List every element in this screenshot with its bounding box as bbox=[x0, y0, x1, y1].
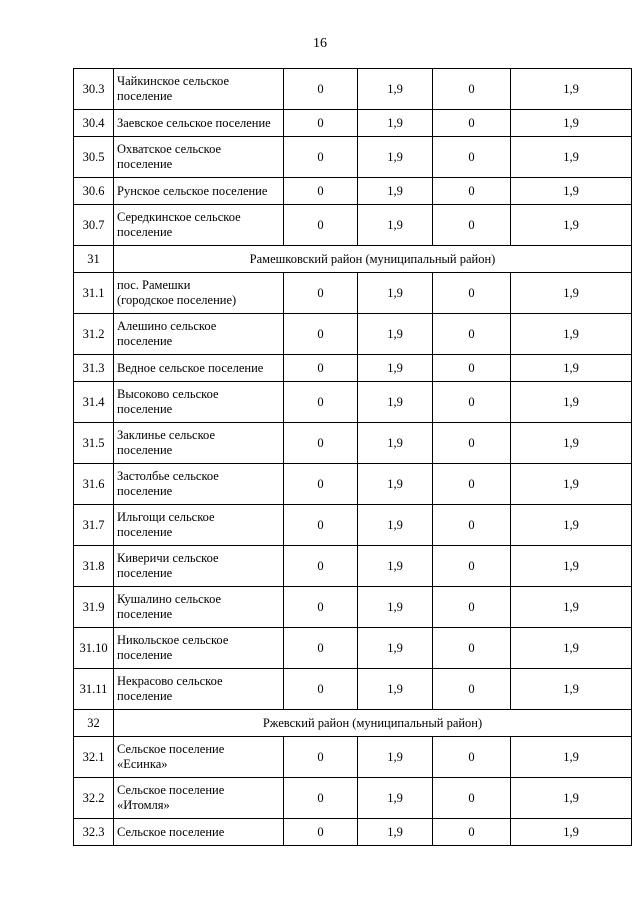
row-number: 31.10 bbox=[74, 628, 114, 669]
row-number: 30.6 bbox=[74, 178, 114, 205]
settlement-name bbox=[114, 355, 284, 382]
row-number: 32.3 bbox=[74, 819, 114, 846]
settlement-name-line: «Есинка» bbox=[117, 757, 168, 771]
value-col-4: 1,9 bbox=[511, 205, 632, 246]
value-col-1: 0 bbox=[284, 505, 358, 546]
value-col-3: 0 bbox=[433, 423, 511, 464]
settlement-name-line: поселение bbox=[117, 566, 173, 580]
table-body bbox=[74, 69, 632, 846]
settlement-name-line: поселение bbox=[117, 648, 173, 662]
value-col-2: 1,9 bbox=[358, 110, 433, 137]
settlement-name-line: Киверичи сельское bbox=[117, 551, 219, 565]
value-col-2: 1,9 bbox=[358, 137, 433, 178]
value-col-1: 0 bbox=[284, 69, 358, 110]
row-number: 31.4 bbox=[74, 382, 114, 423]
settlement-name bbox=[114, 110, 284, 137]
row-number: 31.2 bbox=[74, 314, 114, 355]
settlement-name-line: Кушалино сельское bbox=[117, 592, 222, 606]
settlement-name bbox=[114, 423, 284, 464]
table-row bbox=[74, 819, 632, 846]
value-col-1: 0 bbox=[284, 423, 358, 464]
row-number: 30.4 bbox=[74, 110, 114, 137]
value-col-2: 1,9 bbox=[358, 546, 433, 587]
district-row bbox=[74, 710, 632, 737]
settlement-name-line: Охватское сельское bbox=[117, 142, 222, 156]
table-row bbox=[74, 355, 632, 382]
district-title: Рамешковский район (муниципальный район) bbox=[114, 246, 632, 273]
settlement-name bbox=[114, 628, 284, 669]
row-number: 31.1 bbox=[74, 273, 114, 314]
value-col-1: 0 bbox=[284, 778, 358, 819]
settlement-name-line: поселение bbox=[117, 607, 173, 621]
settlement-name-line: Заевское сельское поселение bbox=[117, 115, 271, 130]
value-col-4: 1,9 bbox=[511, 423, 632, 464]
value-col-4: 1,9 bbox=[511, 137, 632, 178]
value-col-2: 1,9 bbox=[358, 355, 433, 382]
settlement-name-line: Рунское сельское поселение bbox=[117, 183, 268, 198]
value-col-2: 1,9 bbox=[358, 464, 433, 505]
settlement-name-line: Алешино сельское bbox=[117, 319, 217, 333]
value-col-4: 1,9 bbox=[511, 273, 632, 314]
row-number: 31.5 bbox=[74, 423, 114, 464]
value-col-3: 0 bbox=[433, 778, 511, 819]
settlement-name-line: Сельское поселение bbox=[117, 783, 225, 797]
value-col-3: 0 bbox=[433, 587, 511, 628]
value-col-4: 1,9 bbox=[511, 505, 632, 546]
settlement-name-line: поселение bbox=[117, 334, 173, 348]
table-row bbox=[74, 110, 632, 137]
table-row bbox=[74, 205, 632, 246]
settlement-name-line: поселение bbox=[117, 225, 173, 239]
settlement-name bbox=[114, 669, 284, 710]
row-number: 31.9 bbox=[74, 587, 114, 628]
table-row bbox=[74, 464, 632, 505]
value-col-4: 1,9 bbox=[511, 737, 632, 778]
settlement-name-line: «Итомля» bbox=[117, 798, 170, 812]
settlement-name bbox=[114, 273, 284, 314]
row-number: 31.3 bbox=[74, 355, 114, 382]
table-row bbox=[74, 505, 632, 546]
district-row bbox=[74, 246, 632, 273]
value-col-4: 1,9 bbox=[511, 355, 632, 382]
value-col-4: 1,9 bbox=[511, 178, 632, 205]
settlement-name bbox=[114, 737, 284, 778]
value-col-1: 0 bbox=[284, 110, 358, 137]
value-col-3: 0 bbox=[433, 505, 511, 546]
row-number: 31.6 bbox=[74, 464, 114, 505]
value-col-3: 0 bbox=[433, 110, 511, 137]
value-col-4: 1,9 bbox=[511, 110, 632, 137]
row-number: 32.2 bbox=[74, 778, 114, 819]
value-col-3: 0 bbox=[433, 464, 511, 505]
value-col-2: 1,9 bbox=[358, 423, 433, 464]
settlement-name-line: поселение bbox=[117, 443, 173, 457]
value-col-4: 1,9 bbox=[511, 669, 632, 710]
row-number: 30.3 bbox=[74, 69, 114, 110]
settlement-name-line: Ильгощи сельское bbox=[117, 510, 215, 524]
row-number: 31.7 bbox=[74, 505, 114, 546]
value-col-3: 0 bbox=[433, 546, 511, 587]
settlement-name bbox=[114, 69, 284, 110]
settlement-name-line: поселение bbox=[117, 525, 173, 539]
settlement-name-line: Некрасово сельское bbox=[117, 674, 223, 688]
table-row bbox=[74, 737, 632, 778]
value-col-1: 0 bbox=[284, 587, 358, 628]
value-col-3: 0 bbox=[433, 819, 511, 846]
value-col-2: 1,9 bbox=[358, 273, 433, 314]
value-col-3: 0 bbox=[433, 69, 511, 110]
value-col-2: 1,9 bbox=[358, 669, 433, 710]
value-col-1: 0 bbox=[284, 628, 358, 669]
value-col-2: 1,9 bbox=[358, 587, 433, 628]
value-col-4: 1,9 bbox=[511, 778, 632, 819]
value-col-4: 1,9 bbox=[511, 314, 632, 355]
settlement-name-line: Чайкинское сельское bbox=[117, 74, 229, 88]
value-col-1: 0 bbox=[284, 314, 358, 355]
value-col-2: 1,9 bbox=[358, 819, 433, 846]
row-number: 30.5 bbox=[74, 137, 114, 178]
table-row bbox=[74, 669, 632, 710]
table-row bbox=[74, 69, 632, 110]
value-col-1: 0 bbox=[284, 355, 358, 382]
value-col-1: 0 bbox=[284, 382, 358, 423]
table-row bbox=[74, 273, 632, 314]
value-col-4: 1,9 bbox=[511, 587, 632, 628]
value-col-4: 1,9 bbox=[511, 464, 632, 505]
settlement-name bbox=[114, 382, 284, 423]
settlement-name bbox=[114, 546, 284, 587]
row-number: 31 bbox=[74, 246, 114, 273]
settlement-name bbox=[114, 178, 284, 205]
settlement-name-line: поселение bbox=[117, 157, 173, 171]
table-row bbox=[74, 546, 632, 587]
settlement-name-line: поселение bbox=[117, 484, 173, 498]
value-col-4: 1,9 bbox=[511, 819, 632, 846]
value-col-1: 0 bbox=[284, 205, 358, 246]
settlement-name bbox=[114, 587, 284, 628]
settlement-name bbox=[114, 778, 284, 819]
district-title: Ржевский район (муниципальный район) bbox=[114, 710, 632, 737]
settlement-name bbox=[114, 464, 284, 505]
value-col-3: 0 bbox=[433, 178, 511, 205]
value-col-3: 0 bbox=[433, 273, 511, 314]
table-row bbox=[74, 137, 632, 178]
settlement-name-line: Высоково сельское bbox=[117, 387, 219, 401]
value-col-2: 1,9 bbox=[358, 778, 433, 819]
settlement-name-line: Середкинское сельское bbox=[117, 210, 241, 224]
settlement-name bbox=[114, 819, 284, 846]
value-col-3: 0 bbox=[433, 737, 511, 778]
value-col-1: 0 bbox=[284, 273, 358, 314]
settlement-name-line: поселение bbox=[117, 402, 173, 416]
settlement-name-line: (городское поселение) bbox=[117, 293, 237, 307]
value-col-4: 1,9 bbox=[511, 628, 632, 669]
value-col-2: 1,9 bbox=[358, 314, 433, 355]
settlement-name-line: пос. Рамешки bbox=[117, 278, 191, 292]
settlement-name-line: Ведное сельское поселение bbox=[117, 360, 264, 375]
value-col-1: 0 bbox=[284, 819, 358, 846]
table-row bbox=[74, 314, 632, 355]
table-row bbox=[74, 178, 632, 205]
settlement-name-line: Сельское поселение bbox=[117, 824, 225, 839]
value-col-3: 0 bbox=[433, 314, 511, 355]
value-col-3: 0 bbox=[433, 669, 511, 710]
settlement-name-line: Застолбье сельское bbox=[117, 469, 219, 483]
settlement-name-line: поселение bbox=[117, 689, 173, 703]
value-col-1: 0 bbox=[284, 737, 358, 778]
table-row bbox=[74, 778, 632, 819]
value-col-3: 0 bbox=[433, 382, 511, 423]
municipal-table bbox=[73, 68, 632, 846]
value-col-2: 1,9 bbox=[358, 737, 433, 778]
value-col-2: 1,9 bbox=[358, 505, 433, 546]
value-col-3: 0 bbox=[433, 137, 511, 178]
page-number: 16 bbox=[313, 36, 327, 51]
row-number: 31.8 bbox=[74, 546, 114, 587]
value-col-3: 0 bbox=[433, 355, 511, 382]
value-col-1: 0 bbox=[284, 178, 358, 205]
value-col-4: 1,9 bbox=[511, 546, 632, 587]
value-col-2: 1,9 bbox=[358, 628, 433, 669]
table-row bbox=[74, 423, 632, 464]
row-number: 31.11 bbox=[74, 669, 114, 710]
table-row bbox=[74, 587, 632, 628]
settlement-name bbox=[114, 205, 284, 246]
settlement-name-line: Сельское поселение bbox=[117, 742, 225, 756]
table-row bbox=[74, 628, 632, 669]
value-col-2: 1,9 bbox=[358, 69, 433, 110]
settlement-name bbox=[114, 505, 284, 546]
value-col-1: 0 bbox=[284, 669, 358, 710]
value-col-1: 0 bbox=[284, 546, 358, 587]
settlement-name-line: Никольское сельское bbox=[117, 633, 229, 647]
settlement-name-line: Заклинье сельское bbox=[117, 428, 215, 442]
value-col-1: 0 bbox=[284, 137, 358, 178]
row-number: 32.1 bbox=[74, 737, 114, 778]
settlement-name bbox=[114, 137, 284, 178]
value-col-4: 1,9 bbox=[511, 382, 632, 423]
settlement-name bbox=[114, 314, 284, 355]
value-col-3: 0 bbox=[433, 628, 511, 669]
value-col-2: 1,9 bbox=[358, 382, 433, 423]
value-col-2: 1,9 bbox=[358, 205, 433, 246]
value-col-1: 0 bbox=[284, 464, 358, 505]
value-col-2: 1,9 bbox=[358, 178, 433, 205]
row-number: 32 bbox=[74, 710, 114, 737]
row-number: 30.7 bbox=[74, 205, 114, 246]
settlement-name-line: поселение bbox=[117, 89, 173, 103]
value-col-4: 1,9 bbox=[511, 69, 632, 110]
value-col-3: 0 bbox=[433, 205, 511, 246]
table-row bbox=[74, 382, 632, 423]
